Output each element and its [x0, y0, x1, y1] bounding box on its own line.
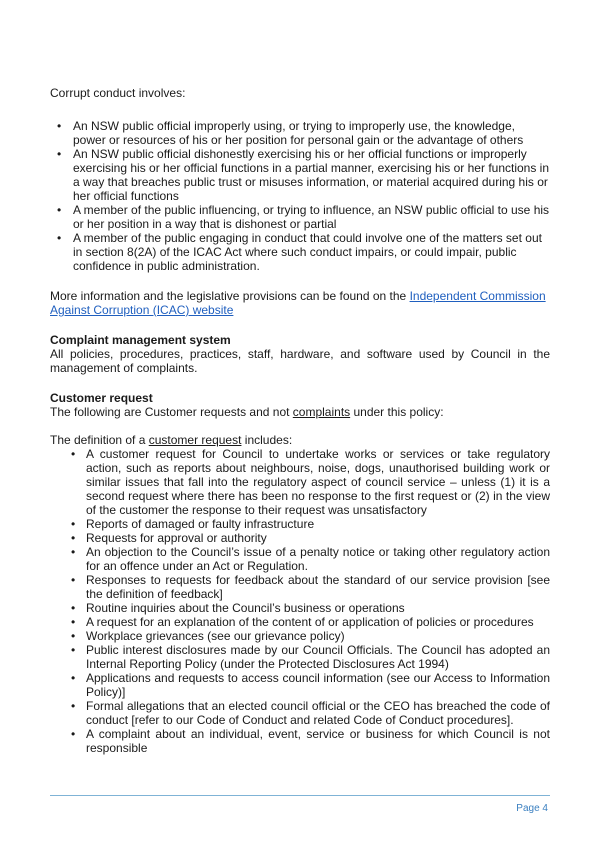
list-item: • A member of the public influencing, or trying to influence, an NSW public official to use his or her position in a way that is dishonest or partial [50, 203, 550, 231]
customer-request-list [50, 447, 550, 755]
page-number: Page 4 [516, 803, 548, 814]
definition-line [50, 433, 550, 447]
list-item: • Workplace grievances (see our grievance policy) [50, 629, 550, 643]
customer-request-heading: Customer request [50, 391, 153, 405]
complaints-term: complaints [292, 405, 351, 419]
footer-divider [50, 795, 550, 796]
definition-text: The definition of a [50, 433, 149, 447]
complaint-management-body: All policies, procedures, practices, staff, hardware, and software used by Council in the management of complaints. [50, 347, 550, 375]
list-item: • Applications and requests to access council information (see our Access to Information Policy)] [50, 671, 550, 699]
corrupt-conduct-list [50, 119, 550, 273]
list-item: • An NSW public official dishonestly exercising his or her official functions or improperly exercising his or her official functions in a partial manner, exercising his or her functions in a way that breaches public trust or misuses information, or material acquired during his or her official functions [50, 147, 550, 203]
list-item: • A request for an explanation of the content of or application of policies or procedures [50, 615, 550, 629]
list-item: • Formal allegations that an elected council official or the CEO has breached the code of conduct [refer to our Code of Conduct and related Code of Conduct procedures]. [50, 699, 550, 727]
customer-request-intro-tail: under this policy: [350, 405, 444, 419]
list-item: • Responses to requests for feedback about the standard of our service provision [see the definition of feedback] [50, 573, 550, 601]
icac-website-link[interactable]: Independent Commission Against Corruption (ICAC) website [50, 289, 546, 317]
customer-request-term: customer request [148, 433, 242, 447]
list-item: • A member of the public engaging in conduct that could involve one of the matters set out in section 8(2A) of the ICAC Act where such conduct impairs, or could impair, public confidence in public administration. [50, 231, 550, 273]
list-item: • Public interest disclosures made by our Council Officials. The Council has adopted an Internal Reporting Policy (under the Protected Disclosures Act 1994) [50, 643, 550, 671]
list-item: • Reports of damaged or faulty infrastructure [50, 517, 550, 531]
page-content [50, 86, 550, 755]
list-item: • An objection to the Council’s issue of a penalty notice or taking other regulatory action for an offence under an Act or Regulation. [50, 545, 550, 573]
list-item: • An NSW public official improperly using, or trying to improperly use, the knowledge, power or resources of his or her position for personal gain or the advantage of others [50, 119, 550, 147]
complaint-management-section [50, 333, 550, 375]
list-item: • A customer request for Council to undertake works or services or take regulatory action, such as reports about neighbours, noise, dogs, unauthorised building work or similar issues that fall into the regulatory aspect of council service – unless (1) it is a second request where there has been no response to the first request or (2) in the view of the customer the response to their request was unsatisfactory [50, 447, 550, 517]
list-item: • Requests for approval or authority [50, 531, 550, 545]
customer-request-section [50, 391, 550, 755]
more-info-paragraph [50, 289, 550, 317]
customer-request-intro-text: The following are Customer requests and not [50, 405, 293, 419]
intro-text: Corrupt conduct involves: [50, 86, 186, 100]
customer-request-intro [50, 405, 550, 419]
more-info-text: More information and the legislative provisions can be found on the [50, 289, 410, 303]
complaint-management-heading: Complaint management system [50, 333, 231, 347]
list-item: • A complaint about an individual, event, service or business for which Council is not responsible [50, 727, 550, 755]
list-item: • Routine inquiries about the Council’s business or operations [50, 601, 550, 615]
definition-tail: includes: [241, 433, 293, 447]
